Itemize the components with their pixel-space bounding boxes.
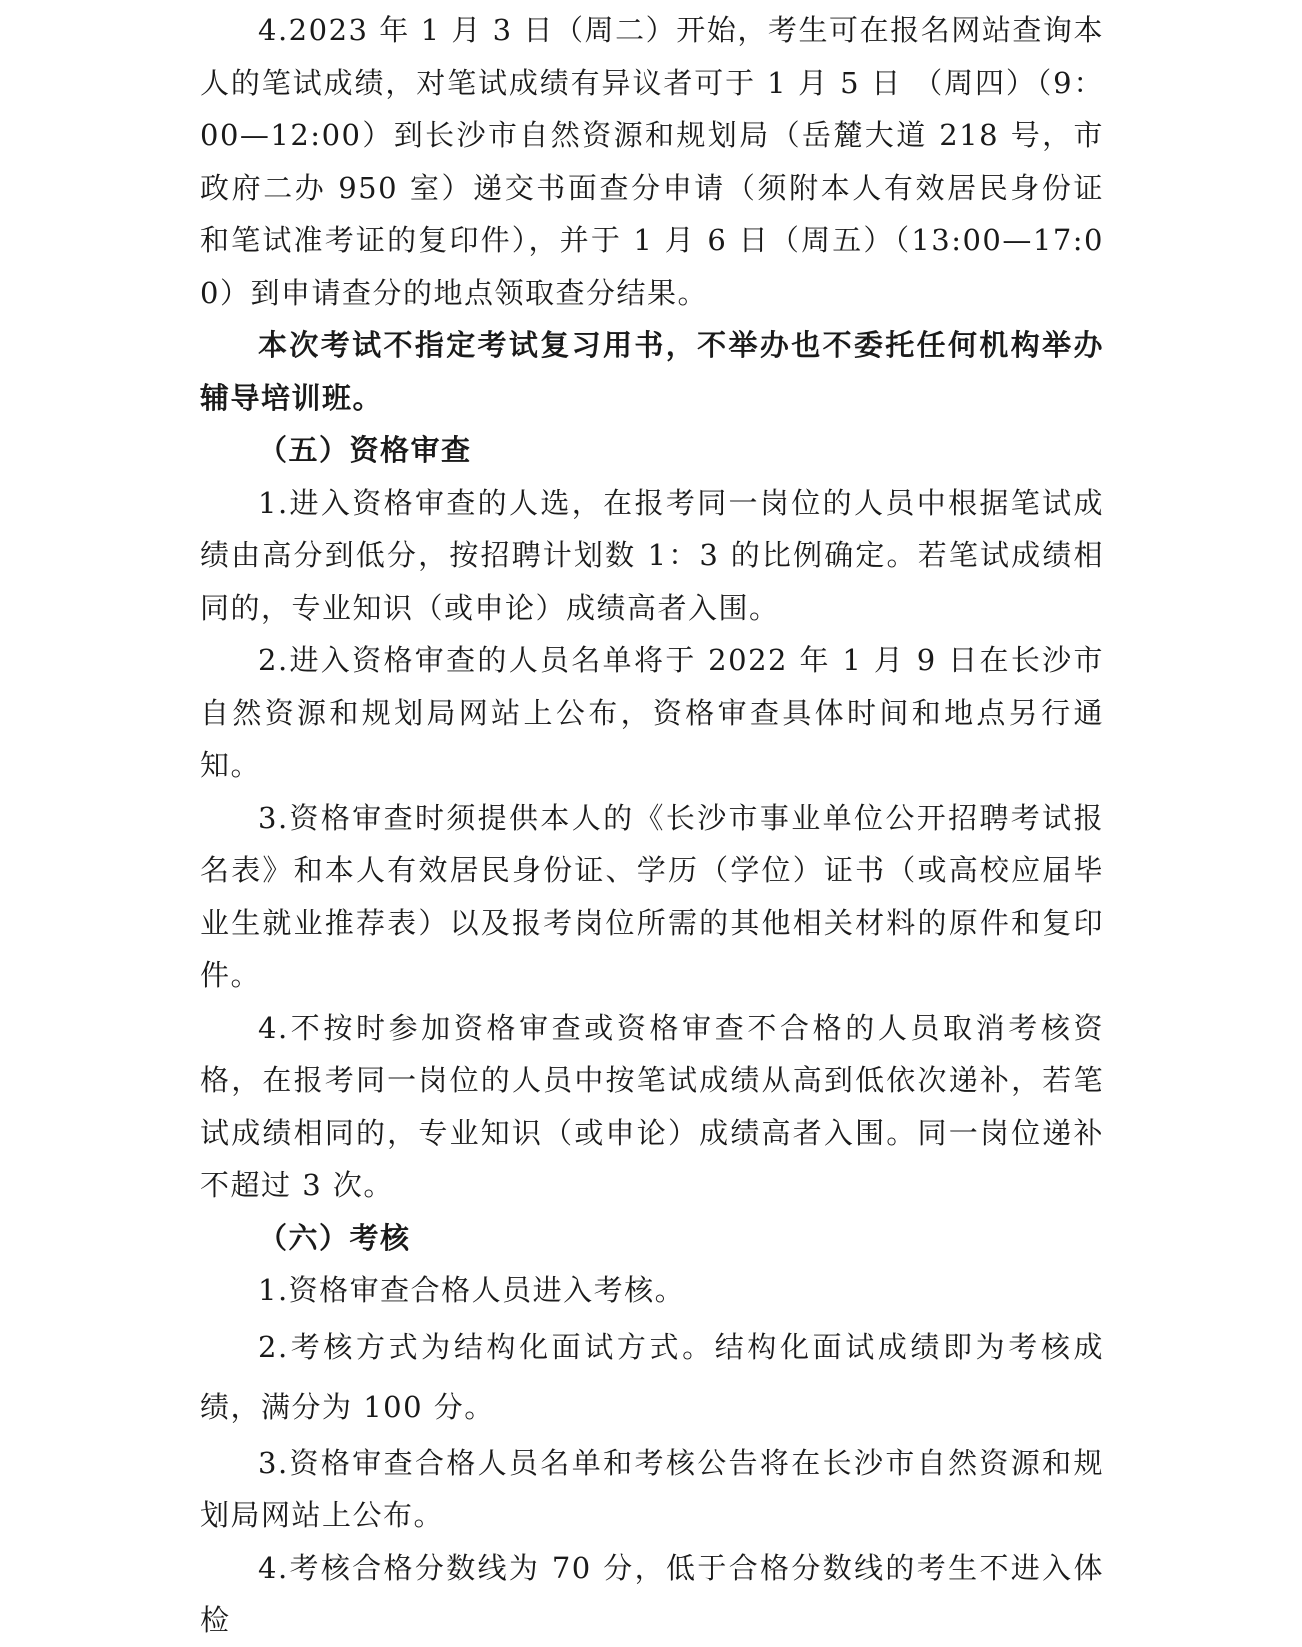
assessment-item-3: 3.资格审查合格人员名单和考核公告将在长沙市自然资源和规划局网站上公布。 xyxy=(200,1445,1104,1532)
qualification-item-4: 4.不按时参加资格审查或资格审查不合格的人员取消考核资格，在报考同一岗位的人员中按笔试成绩从高到低依次递补，若笔试成绩相同的，专业知识（或申论）成绩高者入围。同一岗位递补不超过 3 次。 xyxy=(200,1010,1104,1202)
assessment-item-2: 2.考核方式为结构化面试方式。结构化面试成绩即为考核成绩，满分为 100 分。 xyxy=(200,1329,1104,1424)
paragraph-no-designated-books: 本次考试不指定考试复习用书，不举办也不委托任何机构举办辅导培训班。 xyxy=(200,328,1104,415)
paragraph-score-inquiry: 4.2023 年 1 月 3 日（周二）开始，考生可在报名网站查询本人的笔试成绩，对笔试成绩有异议者可于 1 月 5 日 （周四）（9：00—12:00）到长沙市自然资源和规划局（岳麓大道 218 号，市政府二办 950 室）递交书面查分申请（须附本人有效居民身份证和笔试准考证的复印件），并于 1 月 6 日（周五）（13:00—17:00）到申请查分的地点领取查分结果。 xyxy=(200,13,1104,310)
section-heading-qualification-review: （五）资格审查 xyxy=(258,433,472,467)
assessment-item-4: 4.考核合格分数线为 70 分，低于合格分数线的考生不进入体检 xyxy=(200,1550,1104,1637)
qualification-item-1: 1.进入资格审查的人选，在报考同一岗位的人员中根据笔试成绩由高分到低分，按招聘计划数 1：3 的比例确定。若笔试成绩相同的，专业知识（或申论）成绩高者入围。 xyxy=(200,485,1104,625)
qualification-item-3: 3.资格审查时须提供本人的《长沙市事业单位公开招聘考试报名表》和本人有效居民身份证、学历（学位）证书（或高校应届毕业生就业推荐表）以及报考岗位所需的其他相关材料的原件和复印件。 xyxy=(200,800,1104,992)
document-page xyxy=(200,4,1104,1647)
qualification-item-2: 2.进入资格审查的人员名单将于 2022 年 1 月 9 日在长沙市自然资源和规划局网站上公布，资格审查具体时间和地点另行通知。 xyxy=(200,643,1104,782)
section-heading-assessment: （六）考核 xyxy=(258,1220,411,1255)
assessment-item-1: 1.资格审查合格人员进入考核。 xyxy=(258,1273,686,1307)
